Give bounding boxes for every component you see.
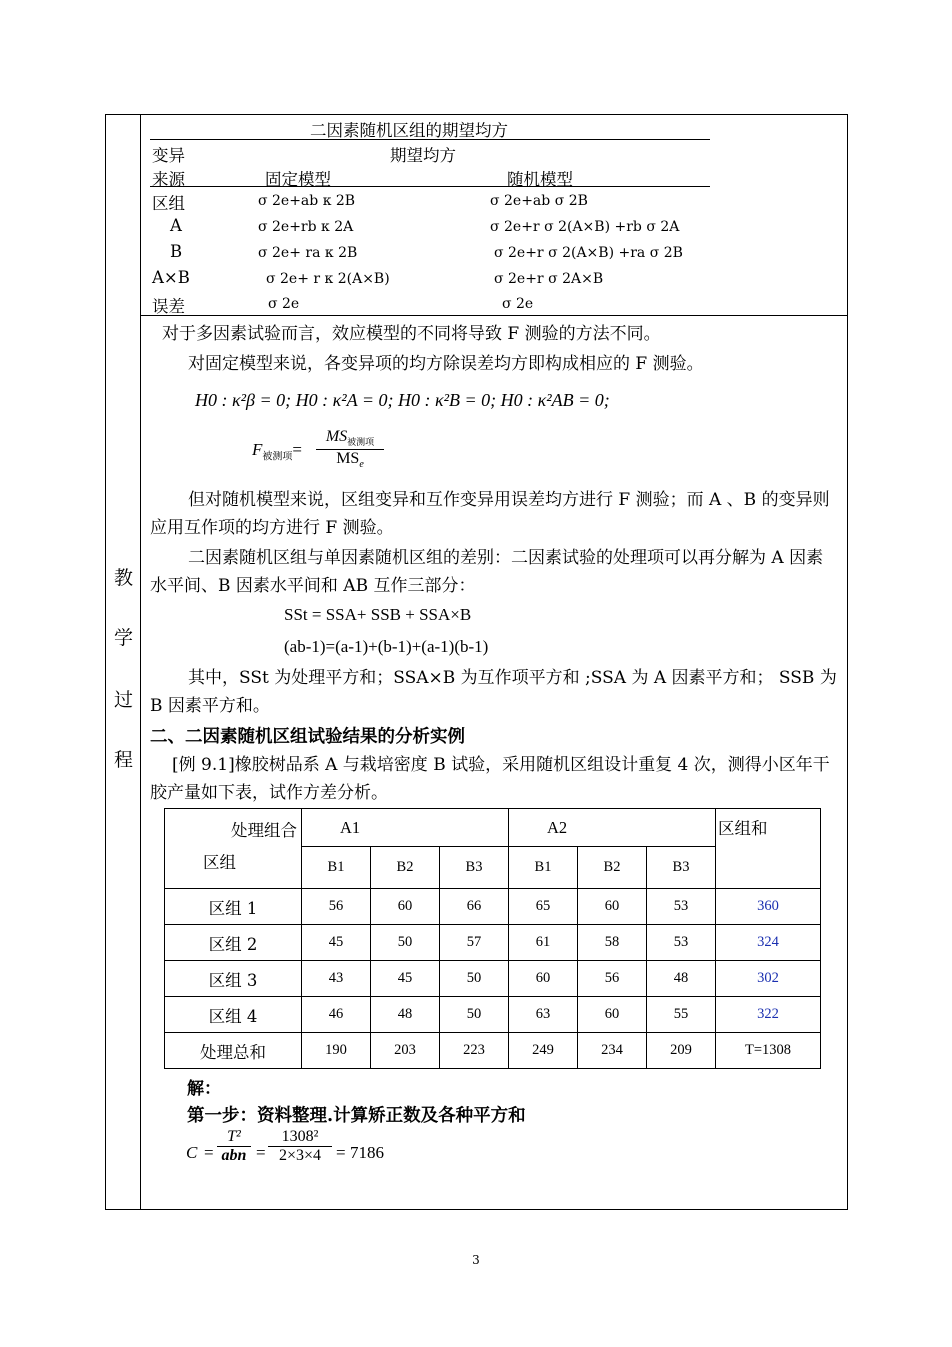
cell: 60 [578, 997, 647, 1033]
table-row [165, 889, 821, 925]
ems-row-source: 区组 [152, 194, 185, 213]
cell: 60 [578, 889, 647, 925]
side-char-3: 过 [113, 689, 133, 711]
cell: 45 [302, 925, 371, 961]
side-char-4: 程 [113, 749, 133, 771]
c-lhs: C [186, 1143, 198, 1162]
cell: 56 [302, 889, 371, 925]
row-label: 区组 4 [165, 997, 302, 1033]
yield-table [164, 808, 821, 1069]
step-1-heading: 第一步：资料整理.计算矫正数及各种平方和 [187, 1106, 526, 1126]
corner-top: 处理组合 [231, 821, 297, 840]
ems-row-source: A×B [152, 268, 190, 287]
ems-row-source: A [170, 216, 182, 235]
c-num-2: 1308² [268, 1128, 332, 1147]
paragraph-4: 二因素随机区组与单因素随机区组的差别：二因素试验的处理项可以再分解为 A 因素水平间、B 因素水平间和 AB 互作三部分： [150, 548, 824, 596]
cell: 43 [302, 961, 371, 997]
side-char-1: 教 [113, 567, 133, 589]
c-den-2: 2×3×4 [278, 1147, 322, 1164]
ems-row-random: σ 2e+r σ 2(A×B) +ra σ 2B [494, 245, 683, 261]
ems-rule-header [150, 186, 710, 187]
row-sum: 322 [716, 997, 821, 1033]
solution-label: 解： [187, 1079, 221, 1099]
cell: 60 [371, 889, 440, 925]
cell: 60 [509, 961, 578, 997]
cell: 48 [371, 997, 440, 1033]
ems-title: 二因素随机区组的期望均方 [310, 121, 508, 140]
cell: 234 [578, 1033, 647, 1069]
row-label: 区组 3 [165, 961, 302, 997]
c-num-1: T² [217, 1128, 251, 1147]
corner-bottom: 区组 [203, 853, 236, 872]
subheader-cell: B2 [578, 847, 647, 889]
paragraph-1: 对于多因素试验而言，效应模型的不同将导致 F 测验的方法不同。 [162, 324, 661, 344]
f-lhs-sub: 被测项 [262, 451, 293, 463]
paragraph-3: 但对随机模型来说，区组变异和互作变异用误差均方进行 F 测验；而 A 、B 的变异则应用互作项的均方进行 F 测验。 [150, 490, 830, 538]
paragraph-2: 对固定模型来说，各变异项的均方除误差均方即构成相应的 F 测验。 [188, 354, 704, 374]
ems-row-fixed: σ 2e+ab κ 2B [258, 193, 356, 209]
ss-equation: SSt = SSA+ SSB + SSA×B [284, 605, 472, 624]
ems-row-fixed: σ 2e+rb κ 2A [258, 219, 354, 235]
f-denominator-sub: e [359, 459, 364, 471]
table-row-total [165, 1033, 821, 1069]
cell: 48 [647, 961, 716, 997]
cell: 55 [647, 997, 716, 1033]
table-row [165, 997, 821, 1033]
cell: 249 [509, 1033, 578, 1069]
row-sum: 360 [716, 889, 821, 925]
cell: 50 [440, 961, 509, 997]
cell: 190 [302, 1033, 371, 1069]
df-equation: (ab-1)=(a-1)+(b-1)+(a-1)(b-1) [284, 637, 489, 656]
subheader-cell: B1 [302, 847, 371, 889]
example-text: [例 9.1]橡胶树品系 A 与栽培密度 B 试验，采用随机区组设计重复 4 次，测得小区年干胶产量如下表，试作方差分析。 [150, 755, 830, 803]
page-number: 3 [472, 1253, 480, 1267]
ems-source-header-2: 来源 [152, 170, 185, 189]
block-sum-header: 区组和 [716, 809, 821, 889]
ems-row-random: σ 2e+ab σ 2B [490, 193, 588, 209]
row-label: 处理总和 [165, 1033, 302, 1069]
grand-total: T=1308 [716, 1033, 821, 1069]
cell: 65 [509, 889, 578, 925]
paragraph-5: 其中，SSt 为处理平方和；SSA×B 为互作项平方和 ;SSA 为 A 因素平方和； SSB 为 B 因素平方和。 [150, 668, 837, 716]
subheader-cell: B3 [440, 847, 509, 889]
table-corner [165, 809, 302, 889]
row-label: 区组 1 [165, 889, 302, 925]
cell: 209 [647, 1033, 716, 1069]
cell: 50 [440, 997, 509, 1033]
row-label: 区组 2 [165, 925, 302, 961]
row-sum: 324 [716, 925, 821, 961]
ems-random-header: 随机模型 [507, 170, 573, 189]
cell: 63 [509, 997, 578, 1033]
c-result: 7186 [350, 1143, 384, 1162]
cell: 56 [578, 961, 647, 997]
ems-source-header-1: 变异 [152, 146, 185, 165]
f-numerator: MS [325, 428, 348, 445]
c-den-1: abn [221, 1147, 247, 1164]
cell: 223 [440, 1033, 509, 1069]
ems-row-fixed: σ 2e+ r κ 2(A×B) [266, 271, 390, 287]
table-row [165, 961, 821, 997]
f-lhs: F [252, 440, 263, 459]
subheader-cell: B3 [647, 847, 716, 889]
f-denominator: MS [336, 450, 360, 468]
cell: 58 [578, 925, 647, 961]
ems-row-source: B [170, 242, 183, 261]
cell: 57 [440, 925, 509, 961]
ems-row-random: σ 2e [502, 296, 534, 312]
subheader-cell: B1 [509, 847, 578, 889]
cell: 66 [440, 889, 509, 925]
cell: 46 [302, 997, 371, 1033]
cell: 50 [371, 925, 440, 961]
hypothesis-formula: H0 : κ²β = 0; H0 : κ²A = 0; H0 : κ²B = 0; H0 : κ²AB = 0; [195, 390, 610, 410]
side-char-2: 学 [113, 627, 133, 649]
row-sum: 302 [716, 961, 821, 997]
ems-row-source: 误差 [152, 297, 185, 316]
section-divider [141, 315, 847, 316]
ems-row-random: σ 2e+r σ 2(A×B) +rb σ 2A [490, 219, 680, 235]
group-a1: A1 [302, 809, 509, 847]
ems-fixed-header: 固定模型 [265, 170, 331, 189]
cell: 203 [371, 1033, 440, 1069]
cell: 61 [509, 925, 578, 961]
ems-row-fixed: σ 2e [268, 296, 300, 312]
ems-header: 期望均方 [390, 146, 456, 165]
side-label-column [106, 115, 141, 1209]
ems-rule-top [150, 139, 710, 140]
f-numerator-sub: 被测项 [347, 437, 375, 448]
ems-row-fixed: σ 2e+ ra κ 2B [258, 245, 358, 261]
subheader-cell: B2 [371, 847, 440, 889]
cell: 53 [647, 925, 716, 961]
cell: 53 [647, 889, 716, 925]
group-a2: A2 [509, 809, 716, 847]
cell: 45 [371, 961, 440, 997]
section-heading: 二、二因素随机区组试验结果的分析实例 [150, 727, 465, 747]
ems-row-random: σ 2e+r σ 2A×B [494, 271, 604, 287]
table-row [165, 925, 821, 961]
